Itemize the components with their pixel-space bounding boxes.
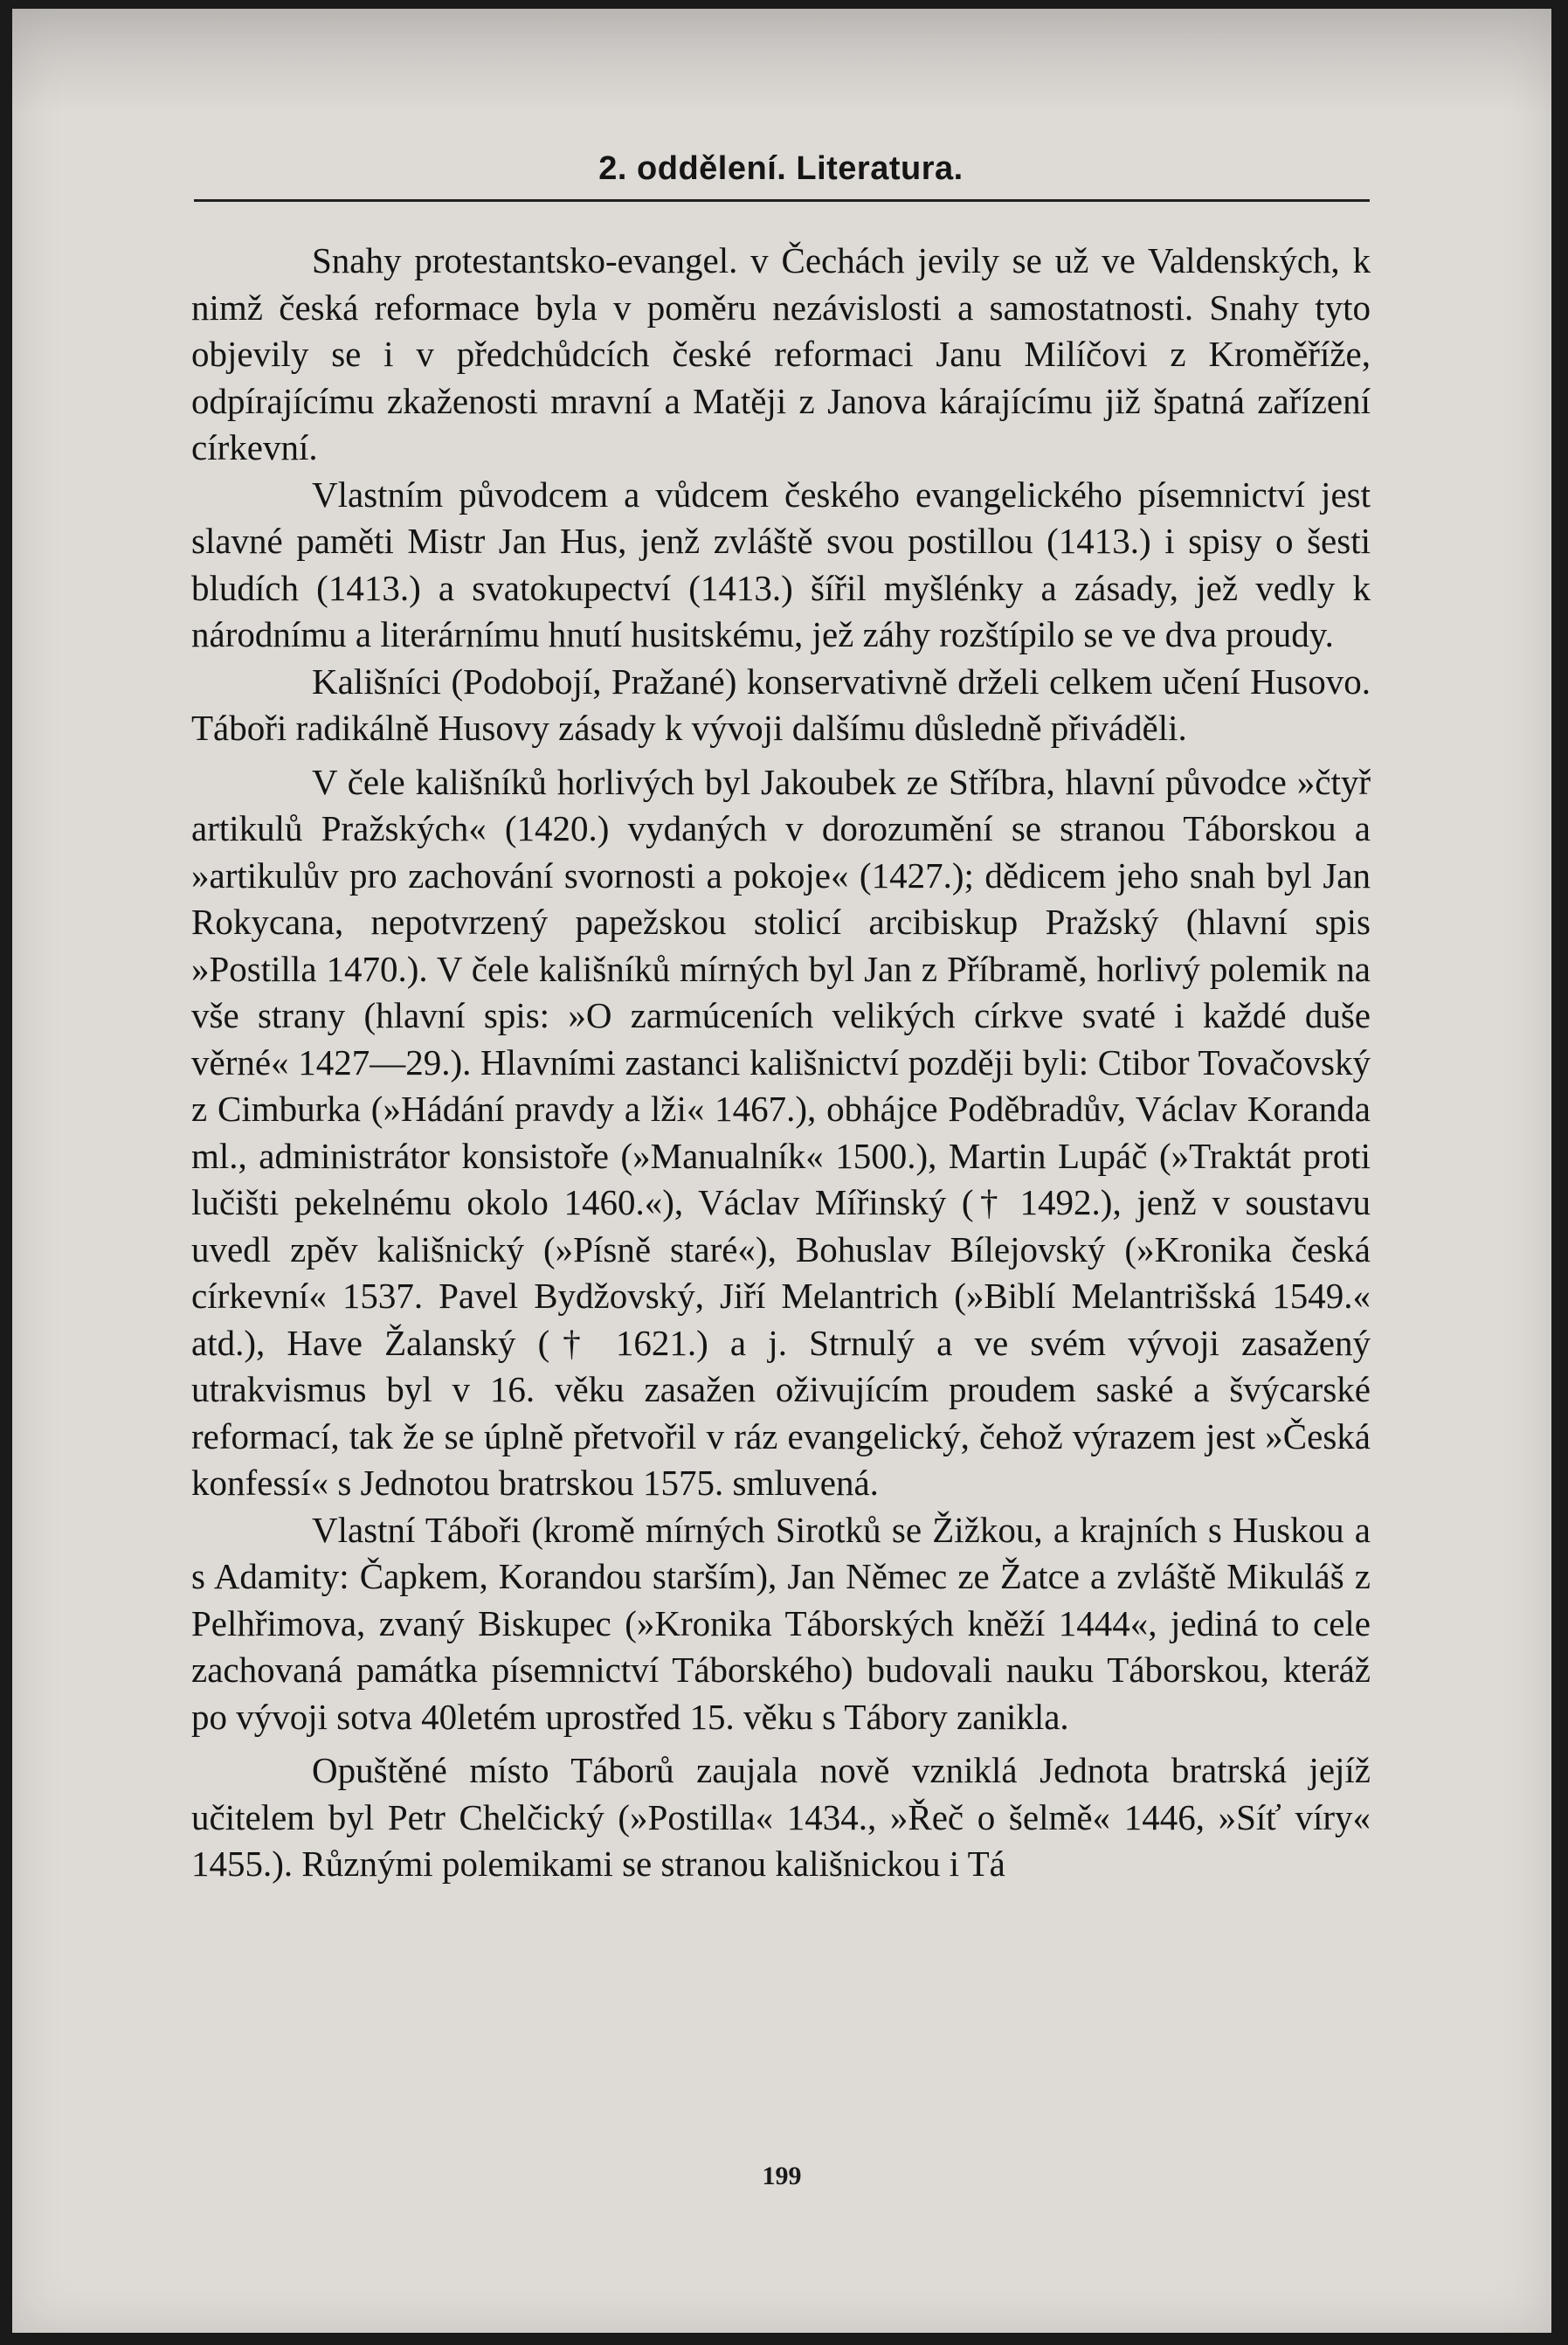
scanned-page bbox=[12, 9, 1551, 2333]
page-number: 199 bbox=[762, 2162, 802, 2190]
paragraph: Vlastní Táboři (kromě mírných Sirotků se Žižkou, a krajních s Huskou a s Adamity: Čapkem, Korandou starším), Jan Němec ze Žatce a zvláště Mikuláš z Pelhřimova, zvaný Biskupec (»Kronika Táborských kněží 1444«, jediná to cele zachovaná památka písemnictví Táborského) budovali nauku Táborskou, kteráž po vývoji sotva 40letém uprostřed 15. věku s Tábory zanikla. bbox=[191, 1509, 1371, 1737]
paragraph: Kališníci (Podobojí, Pražané) konservativně drželi celkem učení Husovo. Táboři radikálně Husovy zásady k vývoji dalšímu důsledně přiváděli. bbox=[191, 661, 1371, 748]
header-rule bbox=[194, 199, 1370, 202]
paragraph: Opuštěné místo Táborů zaujala nově vzniklá Jednota bratrská jejíž učitelem byl Petr Chelčický (»Postilla« 1434., »Řeč o šelmě« 1446, »Síť víry« 1455.). Různými polemikami se stranou kališnickou i Tá bbox=[191, 1750, 1371, 1884]
body-text bbox=[191, 238, 1371, 1888]
page-header: 2. oddělení. Literatura. bbox=[598, 150, 964, 187]
paragraph: V čele kališníků horlivých byl Jakoubek ze Stříbra, hlavní původce »čtyř artikulů Pražských« (1420.) vydaných v dorozumění se stranou Táborskou a »artikulův pro zachování svornosti a pokoje« (1427.); dědicem jeho snah byl Jan Rokycana, nepotvrzený papežskou stolicí arcibiskup Pražský (hlavní spis »Postilla 1470.). V čele kališníků mírných byl Jan z Příbramě, horlivý polemik na vše strany (hlavní spis: »O zarmúceních velikých církve svaté i každé duše věrné« 1427—29.). Hlavními zastanci kališnictví později byli: Ctibor Tovačovský z Cimburka (»Hádání pravdy a lži« 1467.), obhájce Poděbradův, Václav Koranda ml., administrátor konsistoře (»Manualník« 1500.), Martin Lupáč (»Traktát proti lučišti pekelnému okolo 1460.«), Václav Mířinský († 1492.), jenž v soustavu uvedl zpěv kališnický (»Písně staré«), Bohuslav Bílejovský (»Kronika česká církevní« 1537. Pavel Bydžovský, Jiří Melantrich (»Biblí Melantrišská 1549.« atd.), Have Žalanský († 1621.) a j. Strnulý a ve svém vývoji zasažený utrakvismus byl v 16. věku zasažen oživujícím proudem saské a švýcarské reformací, tak že se úplně přetvořil v ráz evangelický, čehož výrazem jest »Česká konfessí« s Jednotou bratrskou 1575. smluvená. bbox=[191, 761, 1371, 1503]
paragraph: Snahy protestantsko-evangel. v Čechách jevily se už ve Valdenských, k nimž česká reformace byla v poměru nezávislosti a samostatnosti. Snahy tyto objevily se i v předchůdcích české reformaci Janu Milíčovi z Kroměříže, odpírajícímu zkaženosti mravní a Matěji z Janova kárajícímu již špatná zařízení církevní. bbox=[191, 240, 1371, 467]
paragraph: Vlastním původcem a vůdcem českého evangelického písemnictví jest slavné paměti Mistr Jan Hus, jenž zvláště svou postillou (1413.) i spisy o šesti bludích (1413.) a svatokupectví (1413.) šířil myšlénky a zásady, jež vedly k národnímu a literárnímu hnutí husitskému, jež záhy rozštípilo se ve dva proudy. bbox=[191, 474, 1371, 654]
